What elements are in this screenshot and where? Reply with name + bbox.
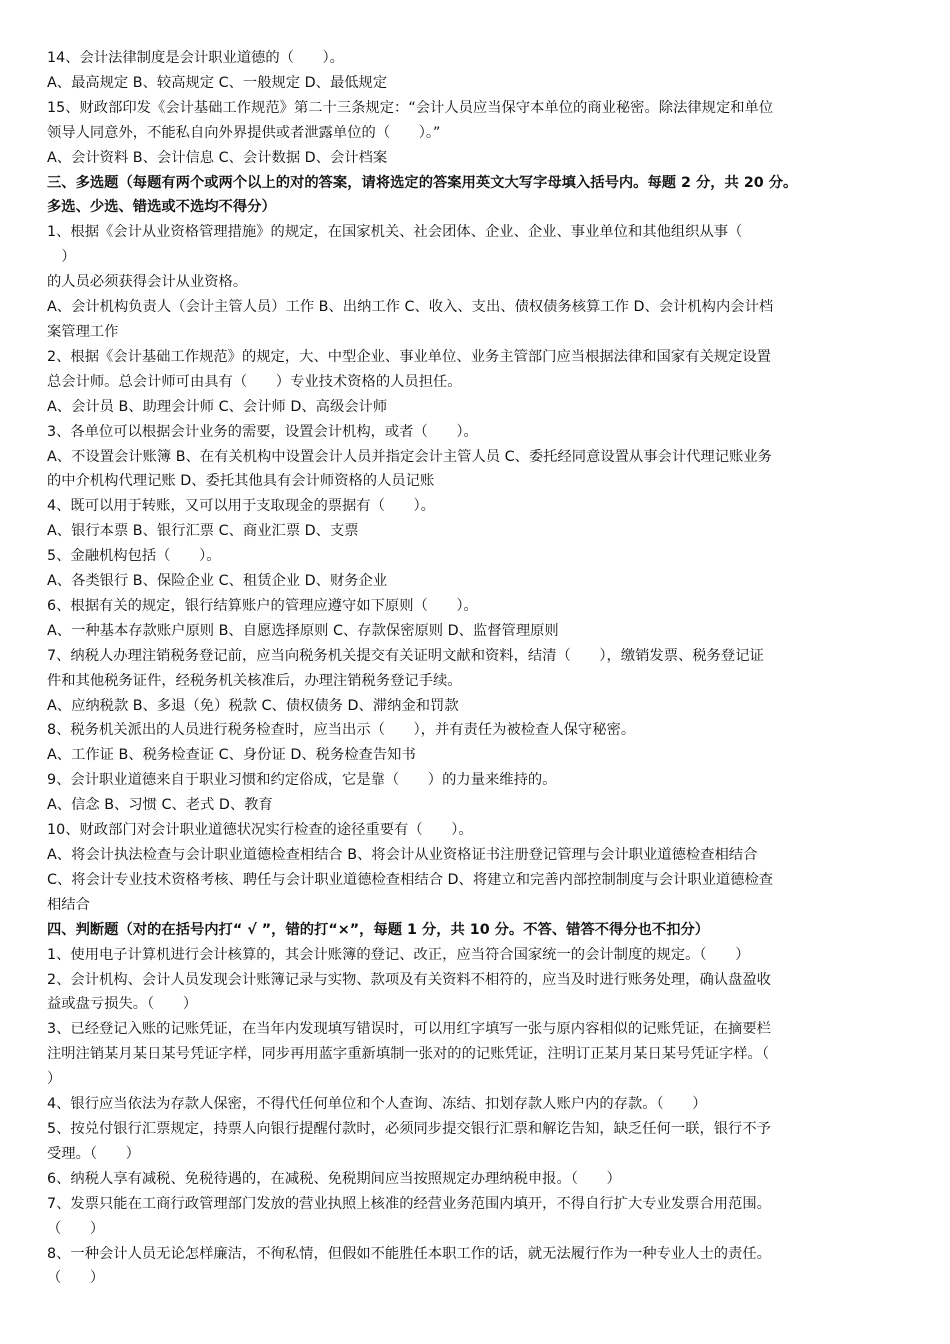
text-line: 件和其他税务证件，经税务机关核准后，办理注销税务登记手续。 bbox=[47, 672, 462, 689]
text-line: ） bbox=[47, 1071, 62, 1088]
text-line: 6、根据有关的规定，银行结算账户的管理应遵守如下原则（ ）。 bbox=[47, 597, 478, 614]
text-line: 9、会计职业道德来自于职业习惯和约定俗成，它是靠（ ）的力量来维持的。 bbox=[47, 772, 557, 789]
text-line: A、将会计执法检查与会计职业道德检查相结合 B、将会计从业资格证书注册登记管理与会计职业道德检查相结合 bbox=[47, 847, 758, 863]
text-line: ） bbox=[47, 249, 76, 266]
text-line: 注明注销某月某日某号凭证字样，同步再用蓝字重新填制一张对的的记账凭证，注明订正某月某日某号凭证字样。（ bbox=[47, 1046, 769, 1063]
text-line: 2、会计机构、会计人员发现会计账簿记录与实物、款项及有关资料不相符的，应当及时进行账务处理，确认盘盈收 bbox=[47, 971, 771, 988]
section-heading: 三、多选题（每题有两个或两个以上的对的答案，请将选定的答案用英文大写字母填入括号内。每题 2 分，共 20 分。 bbox=[47, 174, 798, 191]
text-line: 受理。（ ） bbox=[47, 1145, 140, 1162]
text-line: 益或盘亏损失。（ ） bbox=[47, 996, 198, 1013]
text-line: A、银行本票 B、银行汇票 C、商业汇票 D、支票 bbox=[47, 523, 359, 540]
text-line: 7、纳税人办理注销税务登记前，应当向税务机关提交有关证明文献和资料，结清（ ），缴销发票、税务登记证 bbox=[47, 647, 764, 664]
text-line: 4、既可以用于转账，又可以用于支取现金的票据有（ ）。 bbox=[47, 498, 435, 515]
text-line: A、信念 B、习惯 C、老式 D、教育 bbox=[47, 797, 273, 814]
text-line: 5、金融机构包括（ ）。 bbox=[47, 548, 221, 565]
text-line: 总会计师。总会计师可由具有（ ）专业技术资格的人员担任。 bbox=[47, 373, 462, 390]
text-line: A、最高规定 B、较高规定 C、一般规定 D、最低规定 bbox=[47, 74, 388, 91]
section-heading: 多选、少选、错选或不选均不得分） bbox=[47, 199, 276, 216]
text-line: 10、财政部门对会计职业道德状况实行检查的途径重要有（ ）。 bbox=[47, 822, 473, 839]
document-page bbox=[47, 46, 913, 1291]
text-line: 的中介机构代理记账 D、委托其他具有会计师资格的人员记账 bbox=[47, 473, 435, 490]
text-line: A、各类银行 B、保险企业 C、租赁企业 D、财务企业 bbox=[47, 573, 388, 590]
text-line: C、将会计专业技术资格考核、聘任与会计职业道德检查相结合 D、将建立和完善内部控制制度与会计职业道德检查 bbox=[47, 871, 774, 888]
text-line: 3、各单位可以根据会计业务的需要，设置会计机构，或者（ ）。 bbox=[47, 423, 478, 440]
text-line: 1、使用电子计算机进行会计核算的，其会计账簿的登记、改正，应当符合国家统一的会计制度的规定。（ ） bbox=[47, 946, 750, 963]
text-line: 8、一种会计人员无论怎样廉洁，不徇私情，但假如不能胜任本职工作的话，就无法履行作为一种专业人士的责任。 bbox=[47, 1245, 771, 1262]
text-line: 的人员必须获得会计从业资格。 bbox=[47, 274, 248, 291]
text-line: A、工作证 B、税务检查证 C、身份证 D、税务检查告知书 bbox=[47, 747, 416, 764]
text-line: A、应纳税款 B、多退（免）税款 C、债权债务 D、滞纳金和罚款 bbox=[47, 697, 459, 714]
text-line: A、会计机构负责人（会计主管人员）工作 B、出纳工作 C、收入、支出、债权债务核算工作 D、会计机构内会计档 bbox=[47, 299, 774, 316]
text-line: 8、税务机关派出的人员进行税务检查时，应当出示（ ），并有责任为被检查人保守秘密。 bbox=[47, 722, 636, 739]
text-line: 7、发票只能在工商行政管理部门发放的营业执照上核准的经营业务范围内填开，不得自行扩大专业发票合用范围。 bbox=[47, 1195, 771, 1212]
text-line: 1、根据《会计从业资格管理措施》的规定，在国家机关、社会团体、企业、企业、事业单位和其他组织从事（ bbox=[47, 224, 743, 241]
section-heading: 四、判断题（对的在括号内打“ √ ”，错的打“×”，每题 1 分，共 10 分。不答、错答不得分也不扣分） bbox=[47, 921, 710, 938]
text-line: 6、纳税人享有减税、免税待遇的，在减税、免税期间应当按照规定办理纳税申报。（ ） bbox=[47, 1170, 621, 1187]
text-line: A、会计资料 B、会计信息 C、会计数据 D、会计档案 bbox=[47, 149, 388, 166]
text-line: 4、银行应当依法为存款人保密，不得代任何单位和个人查询、冻结、扣划存款人账户内的存款。（ ） bbox=[47, 1096, 707, 1113]
text-line: A、一种基本存款账户原则 B、自愿选择原则 C、存款保密原则 D、监督管理原则 bbox=[47, 622, 559, 639]
text-line: 2、根据《会计基础工作规范》的规定，大、中型企业、事业单位、业务主管部门应当根据法律和国家有关规定设置 bbox=[47, 348, 771, 365]
text-line: 案管理工作 bbox=[47, 323, 119, 340]
text-line: 相结合 bbox=[47, 896, 90, 913]
text-line: A、不设置会计账簿 B、在有关机构中设置会计人员并指定会计主管人员 C、委托经同意设置从事会计代理记账业务 bbox=[47, 448, 772, 465]
text-line: A、会计员 B、助理会计师 C、会计师 D、高级会计师 bbox=[47, 398, 388, 415]
text-line: 14、会计法律制度是会计职业道德的（ ）。 bbox=[47, 50, 344, 66]
text-line: 领导人同意外，不能私自向外界提供或者泄露单位的（ ）。” bbox=[47, 124, 441, 141]
text-line: 3、已经登记入账的记账凭证，在当年内发现填写错误时，可以用红字填写一张与原内容相似的记账凭证，在摘要栏 bbox=[47, 1021, 771, 1038]
text-line: 5、按兑付银行汇票规定，持票人向银行提醒付款时，必须同步提交银行汇票和解讫告知，缺乏任何一联，银行不予 bbox=[47, 1120, 771, 1137]
text-line: 15、财政部印发《会计基础工作规范》第二十三条规定：“会计人员应当保守本单位的商业秘密。除法律规定和单位 bbox=[47, 99, 774, 116]
text-line: （ ） bbox=[47, 1220, 105, 1237]
text-line: （ ） bbox=[47, 1270, 105, 1287]
